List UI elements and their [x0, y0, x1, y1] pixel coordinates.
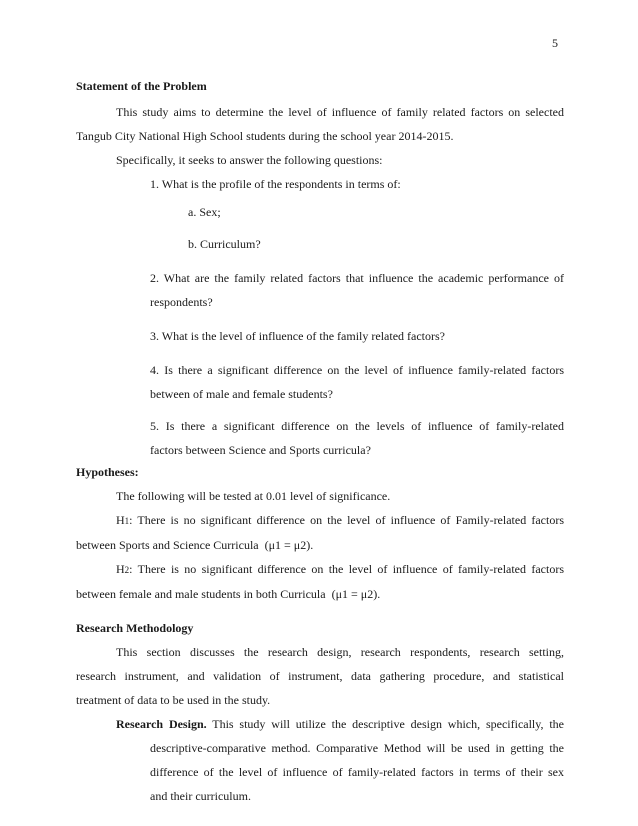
methodology-heading: Research Methodology [76, 621, 194, 635]
question-5-line2: factors between Science and Sports curricula? [150, 443, 371, 457]
hypothesis-2-text2: between female and male students in both Curricula [76, 587, 326, 601]
page-content [76, 78, 564, 808]
statement-specifically: Specifically, it seeks to answer the following questions: [116, 153, 383, 167]
hypothesis-2-subscript: 2 [124, 565, 130, 575]
hypothesis-1-text: : There is no significant difference on the level of influence of Family-related factors [129, 513, 564, 527]
hypothesis-2-text: : There is no significant difference on the level of influence of family-related factors [129, 562, 564, 576]
question-3 [150, 324, 564, 348]
question-2-line2: respondents? [150, 295, 213, 309]
hypothesis-1-formula: (μ1 = μ2). [264, 538, 314, 552]
question-5 [150, 414, 564, 462]
hypothesis-1 [76, 508, 564, 557]
question-4-line1: 4. Is there a significant difference on the level of influence family-related factors [150, 363, 564, 377]
research-design-line2: descriptive-comparative method. Comparative Method will be used in getting the [150, 741, 564, 755]
hypothesis-2-formula: (μ1 = μ2). [331, 587, 381, 601]
hypothesis-1-text2: between Sports and Science Curricula [76, 538, 259, 552]
hypothesis-2 [76, 557, 564, 606]
statement-heading: Statement of the Problem [76, 79, 207, 93]
research-design-line1 [76, 712, 564, 736]
hypothesis-2-label: H [116, 562, 125, 576]
hypothesis-2-line2 [76, 582, 564, 606]
hypothesis-2-line1 [76, 557, 564, 582]
hypothesis-1-line2 [76, 533, 564, 557]
hypothesis-1-line1 [76, 508, 564, 533]
methodology-line2: research instrument, and validation of instrument, data gathering procedure, and statistical [76, 669, 564, 683]
methodology-line1: This section discusses the research design, research respondents, research setting, [116, 645, 564, 659]
hypotheses-heading: Hypotheses: [76, 465, 139, 479]
question-3-line1: 3. What is the level of influence of the family related factors? [150, 329, 445, 343]
research-design-text: This study will utilize the descriptive design which, specifically, the [206, 717, 564, 731]
methodology-line3: treatment of data to be used in the study. [76, 693, 271, 707]
question-4-line2: between of male and female students? [150, 387, 333, 401]
hypothesis-1-subscript: 1 [124, 516, 130, 526]
question-2-line1: 2. What are the family related factors that influence the academic performance of [150, 271, 564, 285]
page-number: 5 [552, 36, 558, 50]
question-5-line1: 5. Is there a significant difference on the levels of influence of family-related [150, 419, 564, 433]
question-2 [150, 266, 564, 314]
question-4 [150, 358, 564, 406]
research-design [76, 712, 564, 808]
hypothesis-1-label: H [116, 513, 125, 527]
research-design-line3: difference of the level of influence of family-related factors in terms of their sex [150, 765, 564, 779]
hypotheses-intro: The following will be tested at 0.01 level of significance. [116, 489, 391, 503]
question-1: 1. What is the profile of the respondents in terms of: [150, 177, 401, 191]
question-1a: a. Sex; [188, 205, 221, 219]
research-design-label: Research Design. [116, 717, 207, 731]
question-1b: b. Curriculum? [188, 237, 261, 251]
research-design-line4: and their curriculum. [150, 789, 251, 803]
statement-intro-line2: Tangub City National High School students during the school year 2014-2015. [76, 129, 454, 143]
statement-intro-line1: This study aims to determine the level of influence of family related factors on selected [116, 105, 564, 119]
